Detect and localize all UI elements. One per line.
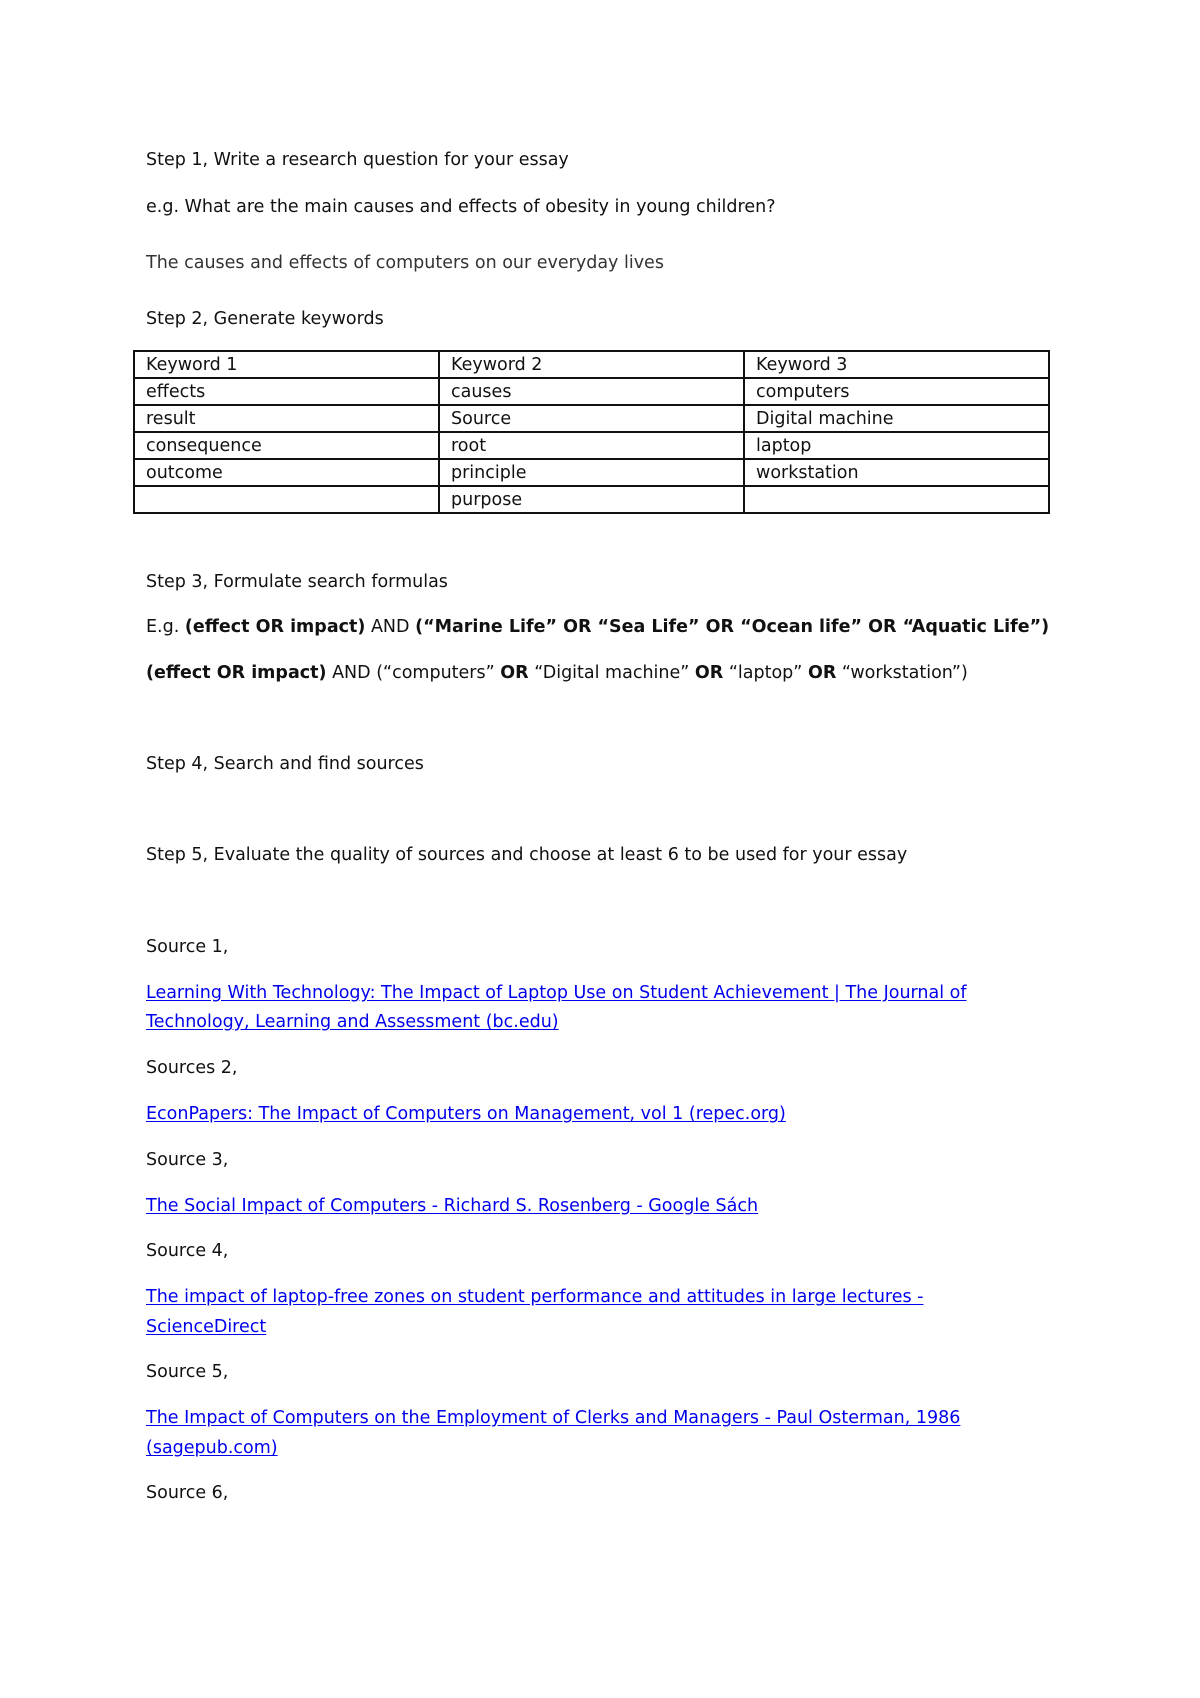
table-cell: laptop [744,432,1049,459]
formula-term2: “Digital machine” [534,663,690,683]
step3-example [146,616,1049,638]
source-link[interactable] [146,1195,758,1217]
source-link-text[interactable]: The Impact of Computers on the Employment of Clerks and Managers - Paul Osterman, 1986 [146,1408,961,1428]
source-label: Source 5, [146,1362,229,1382]
source-label: Source 4, [146,1241,229,1261]
example-and: AND [370,617,410,637]
source-link[interactable] [146,982,967,1004]
source-label: Sources 2, [146,1058,238,1078]
source-link-text[interactable]: Technology, Learning and Assessment (bc.edu) [146,1012,559,1032]
table-cell: effects [134,378,439,405]
keyword-table [133,350,1050,514]
source-link-text[interactable]: ScienceDirect [146,1317,267,1337]
table-cell: outcome [134,459,439,486]
table-cell: computers [744,378,1049,405]
table-cell: causes [439,378,744,405]
table-cell: result [134,405,439,432]
source-link[interactable] [146,1316,266,1338]
formula-group1: (effect OR impact) [146,663,327,683]
table-row [134,432,1049,459]
step1-example: e.g. What are the main causes and effects of obesity in young children? [146,197,776,217]
table-header-cell: Keyword 3 [744,351,1049,378]
example-group1: (effect OR impact) [184,617,366,637]
formula-term4: “workstation”) [841,663,968,683]
source-link-text[interactable]: (sagepub.com) [146,1438,278,1458]
step2-heading: Step 2, Generate keywords [146,309,384,329]
formula-and: AND [332,663,371,683]
step1-heading: Step 1, Write a research question for your essay [146,150,569,170]
step3-formula [146,662,968,684]
source-link[interactable] [146,1103,786,1125]
source-link-text[interactable]: Learning With Technology: The Impact of Laptop Use on Student Achievement | The Journal of [146,983,967,1003]
table-row [134,405,1049,432]
table-row [134,486,1049,513]
table-cell: principle [439,459,744,486]
table-cell [744,486,1049,513]
formula-term3: “laptop” [728,663,803,683]
source-link-text[interactable]: EconPapers: The Impact of Computers on Management, vol 1 (repec.org) [146,1104,786,1124]
table-cell: Digital machine [744,405,1049,432]
step1-answer: The causes and effects of computers on our everyday lives [146,253,664,273]
source-label: Source 3, [146,1150,229,1170]
table-row [134,459,1049,486]
table-header-row [134,351,1049,378]
source-link[interactable] [146,1011,559,1033]
example-group2: (“Marine Life” OR “Sea Life” OR “Ocean life” OR “Aquatic Life”) [415,617,1050,637]
formula-term1: (“computers” [376,663,495,683]
table-cell: Source [439,405,744,432]
example-prefix: E.g. [146,617,180,637]
table-cell [134,486,439,513]
step4-heading: Step 4, Search and find sources [146,754,424,774]
table-cell: root [439,432,744,459]
table-cell: workstation [744,459,1049,486]
table-cell: purpose [439,486,744,513]
source-link[interactable] [146,1407,960,1429]
source-link-text[interactable]: The impact of laptop-free zones on student performance and attitudes in large lectures - [146,1287,924,1307]
source-label: Source 1, [146,937,229,957]
table-cell: consequence [134,432,439,459]
source-link[interactable] [146,1286,923,1308]
source-link[interactable] [146,1437,278,1459]
formula-or: OR [694,663,724,683]
step5-heading: Step 5, Evaluate the quality of sources and choose at least 6 to be used for your essay [146,845,908,865]
formula-or: OR [807,663,837,683]
table-row [134,378,1049,405]
table-header-cell: Keyword 1 [134,351,439,378]
formula-or: OR [500,663,529,683]
source-link-text[interactable]: The Social Impact of Computers - Richard S. Rosenberg - Google Sách [146,1196,759,1216]
table-header-cell: Keyword 2 [439,351,744,378]
source-label: Source 6, [146,1483,229,1503]
step3-heading: Step 3, Formulate search formulas [146,572,448,592]
